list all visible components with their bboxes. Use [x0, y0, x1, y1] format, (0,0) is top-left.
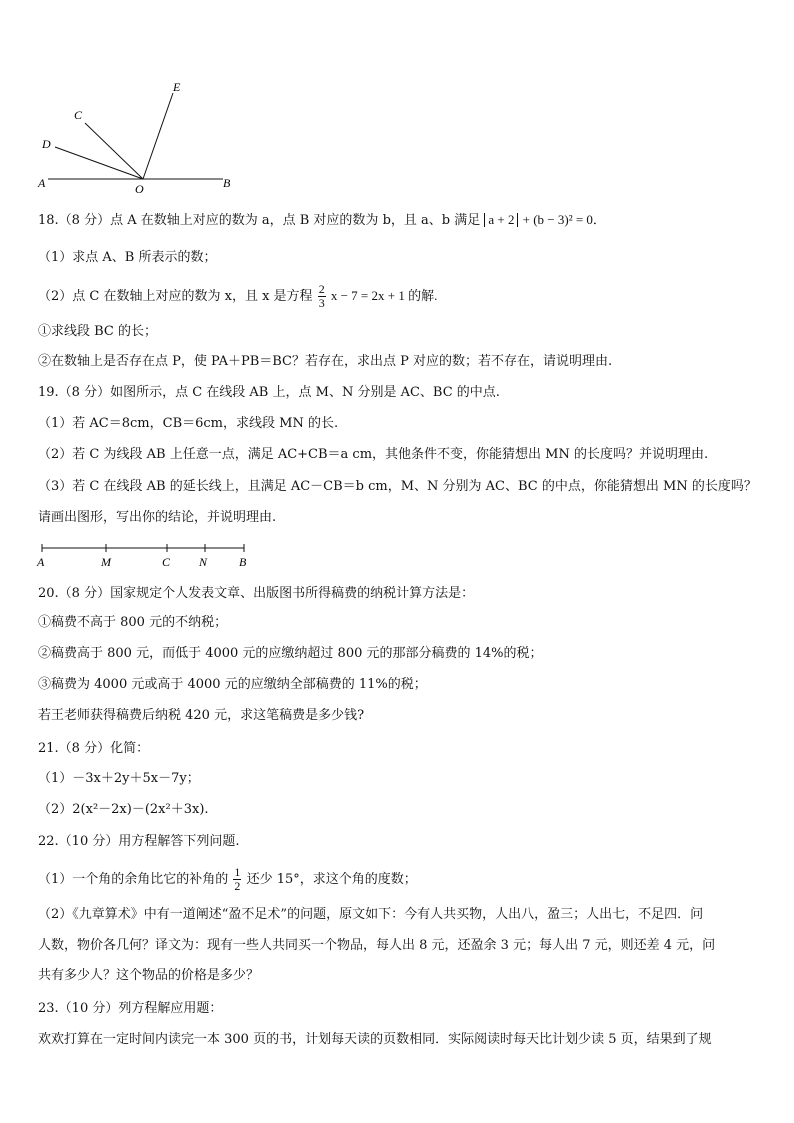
q22-part2-line2: 人数，物价各几何？译文为：现有一些人共同买一个物品，每人出 8 元，还盈余 3 元；每人出 7 元，则还差 4 元，问: [38, 938, 716, 953]
q18-equation-rest: x − 7 = 2x + 1 的解.: [330, 288, 438, 303]
q23-text: 欢欢打算在一定时间内读完一本 300 页的书，计划每天读的页数相同．实际阅读时每天比计划少读 5 页，结果到了规: [38, 1032, 712, 1047]
label-O: O: [135, 182, 144, 196]
q18-part2-text: （2）点 C 在数轴上对应的数为 x，且 x 是方程: [38, 289, 313, 304]
q22-fraction: [233, 866, 241, 893]
q18-fraction: [318, 283, 326, 310]
q19-stem: 19.（8 分）如图所示，点 C 在线段 AB 上，点 M、N 分别是 AC、BC 的中点.: [38, 385, 500, 400]
q21-stem: 21.（8 分）化简：: [38, 741, 150, 756]
q20-rule2: ②稿费高于 800 元，而低于 4000 元的应缴纳超过 800 元的那部分稿费的 14%的税；: [38, 646, 543, 661]
q20-question: 若王老师获得稿费后纳税 420 元，求这笔稿费是多少钱?: [38, 708, 365, 723]
q22-fraction-num: 1: [234, 865, 241, 879]
q22-stem: 22.（10 分）用方程解答下列问题.: [38, 834, 240, 849]
label-E: E: [173, 80, 181, 94]
q18-condition-rest: + (b − 3)² = 0．: [522, 212, 606, 227]
q18-fraction-den: 3: [318, 296, 325, 310]
q20-rule3: ③稿费为 4000 元或高于 4000 元的应缴纳全部稿费的 11%的税；: [38, 677, 427, 692]
label-C: C: [74, 108, 83, 122]
label-A: A: [38, 176, 46, 190]
segment-figure: [36, 538, 256, 572]
label-B: B: [223, 176, 231, 190]
seg-label-N: N: [199, 555, 208, 569]
q18-stem: [38, 212, 606, 229]
q18-stem-text: 18.（8 分）点 A 在数轴上对应的数为 a，点 B 对应的数为 b，且 a、b 满足: [38, 213, 481, 228]
q18-fraction-num: 2: [318, 282, 325, 296]
seg-label-B: B: [239, 555, 247, 569]
q18-part1: （1）求点 A、B 所表示的数；: [38, 250, 217, 265]
q18-circle1: ①求线段 BC 的长；: [38, 324, 158, 339]
q22-part1-rest: 还少 15°，求这个角的度数；: [246, 872, 417, 887]
seg-label-A: A: [37, 555, 45, 569]
ray-OE: [143, 93, 173, 179]
seg-label-M: M: [101, 555, 111, 569]
q19-part2: （2）若 C 为线段 AB 上任意一点，满足 AC+CB＝a cm，其他条件不变，你能猜想出 MN 的长度吗？并说明理由.: [38, 447, 709, 462]
q19-part3-line2: 请画出图形，写出你的结论，并说明理由.: [38, 510, 277, 525]
q21-part2: （2）2(x²－2x)－(2x²＋3x).: [38, 802, 209, 817]
q20-stem: 20.（8 分）国家规定个人发表文章、出版图书所得稿费的纳税计算方法是：: [38, 586, 475, 601]
q18-abs-term: a + 2: [484, 213, 518, 227]
ray-OD: [55, 147, 143, 179]
q18-part2: [38, 283, 437, 310]
q22-part1-text: （1）一个角的余角比它的补角的: [38, 872, 229, 887]
q19-part1: （1）若 AC＝8cm，CB＝6cm，求线段 MN 的长.: [38, 416, 339, 431]
q19-part3-line1: （3）若 C 在线段 AB 的延长线上，且满足 AC－CB＝b cm，M、N 分别为 AC、BC 的中点，你能猜想出 MN 的长度吗？: [38, 479, 757, 494]
label-D: D: [42, 137, 51, 151]
angle-figure: [30, 75, 250, 200]
q20-rule1: ①稿费不高于 800 元的不纳税；: [38, 615, 228, 630]
q22-part1: [38, 866, 417, 893]
q22-part2-line1: （2）《九章算术》中有一道阐述“盈不足术”的问题，原文如下：今有人共买物，人出八，盈三；人出七，不足四．问: [38, 907, 704, 922]
q18-circle2: ②在数轴上是否存在点 P，使 PA＋PB＝BC？若存在，求出点 P 对应的数；若不存在，请说明理由.: [38, 354, 613, 369]
q22-part2-line3: 共有多少人？这个物品的价格是多少？: [38, 968, 260, 983]
q23-stem: 23.（10 分）列方程解应用题：: [38, 1001, 223, 1016]
ray-OC: [85, 123, 143, 179]
seg-label-C: C: [162, 555, 171, 569]
q22-fraction-den: 2: [234, 879, 241, 893]
q21-part1: （1）－3x＋2y＋5x－7y；: [38, 771, 200, 786]
